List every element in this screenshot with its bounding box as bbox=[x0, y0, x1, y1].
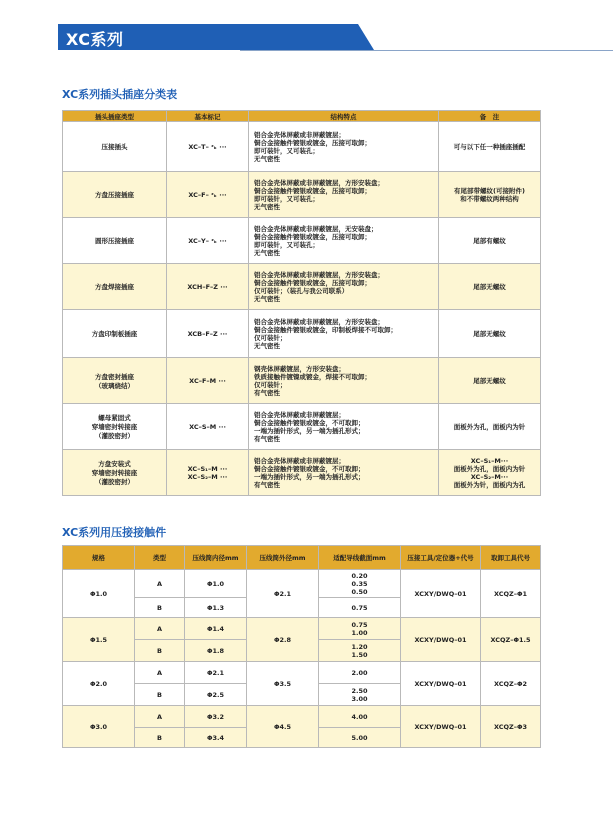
classification-row bbox=[63, 450, 541, 496]
header-inner: 压线筒内径mm bbox=[185, 546, 247, 570]
mark-cell: XCB–F–Z ··· bbox=[167, 310, 249, 358]
inner-diameter-cell: Φ3.2 bbox=[185, 706, 247, 728]
remark-cell: 面板外为孔，面板内为针 bbox=[439, 404, 541, 450]
remark-cell: 尾部无螺纹 bbox=[439, 310, 541, 358]
header-mark: 基本标记 bbox=[167, 111, 249, 122]
type-cell: 螺母紧固式 穿墙密封转接座 （灌胶密封） bbox=[63, 404, 167, 450]
kind-cell: A bbox=[135, 618, 185, 640]
classification-row bbox=[63, 264, 541, 310]
header-kind: 类型 bbox=[135, 546, 185, 570]
type-cell: 方盘印制板插座 bbox=[63, 310, 167, 358]
mark-cell: XC–S₁–M ··· XC–S₂–M ··· bbox=[167, 450, 249, 496]
header-type: 插头插座类型 bbox=[63, 111, 167, 122]
inner-diameter-cell: Φ1.4 bbox=[185, 618, 247, 640]
wire-section-cell: 0.20 0.35 0.50 bbox=[319, 570, 401, 598]
spec-cell: Φ1.5 bbox=[63, 618, 135, 662]
series-banner bbox=[58, 24, 374, 50]
remark-cell: XC–S₁–M··· 面板外为孔，面板内为针 XC–S₂–M··· 面板外为针，面板内为孔 bbox=[439, 450, 541, 496]
type-cell: 方盘密封插座 （玻璃烧结） bbox=[63, 358, 167, 404]
remark-cell: 尾部有螺纹 bbox=[439, 218, 541, 264]
mark-cell: XC–F–M ··· bbox=[167, 358, 249, 404]
wire-section-cell: 0.75 1.00 bbox=[319, 618, 401, 640]
crimp-tool-cell: XCXY/DWQ–01 bbox=[401, 570, 481, 618]
mark-cell: XC–F– ᶻₖ ··· bbox=[167, 172, 249, 218]
kind-cell: A bbox=[135, 570, 185, 598]
features-cell: 铝合金壳体屏蔽或非屏蔽镀层； 铜合金接触件镀银或镀金，压接可取卸； 即可装针，又可装孔； 无气密性 bbox=[249, 122, 439, 172]
removal-tool-cell: XCQZ–Φ1 bbox=[481, 570, 541, 618]
kind-cell: A bbox=[135, 662, 185, 684]
type-cell: 方盘安装式 穿墙密封转接座 （灌胶密封） bbox=[63, 450, 167, 496]
outer-diameter-cell: Φ3.5 bbox=[247, 662, 319, 706]
remark-cell: 尾部无螺纹 bbox=[439, 264, 541, 310]
classification-row bbox=[63, 172, 541, 218]
classification-title: XC系列插头插座分类表 bbox=[62, 88, 178, 101]
kind-cell: B bbox=[135, 728, 185, 748]
features-cell: 铝合金壳体屏蔽或非屏蔽镀层，方形安装盘； 铜合金接触件镀银或镀金，压接可取卸； 即可装针，又可装孔； 无气密性 bbox=[249, 172, 439, 218]
contacts-header-row bbox=[63, 546, 541, 570]
header-features: 结构特点 bbox=[249, 111, 439, 122]
contact-row bbox=[63, 618, 541, 640]
inner-diameter-cell: Φ1.0 bbox=[185, 570, 247, 598]
removal-tool-cell: XCQZ–Φ3 bbox=[481, 706, 541, 748]
kind-cell: A bbox=[135, 706, 185, 728]
wire-section-cell: 2.50 3.00 bbox=[319, 684, 401, 706]
crimp-tool-cell: XCXY/DWQ–01 bbox=[401, 706, 481, 748]
wire-section-cell: 5.00 bbox=[319, 728, 401, 748]
inner-diameter-cell: Φ2.5 bbox=[185, 684, 247, 706]
contact-row bbox=[63, 570, 541, 598]
header-removal: 取卸工具代号 bbox=[481, 546, 541, 570]
features-cell: 铝合金壳体屏蔽或非屏蔽镀层； 铜合金接触件镀银或镀金，不可取卸； 一端为插针形式，另一端为插孔形式； 有气密性 bbox=[249, 404, 439, 450]
features-cell: 钢壳体屏蔽镀层，方形安装盘； 铁质接触件镀镍或镀金，焊接不可取卸； 仅可装针； 有气密性 bbox=[249, 358, 439, 404]
header-spec: 规格 bbox=[63, 546, 135, 570]
spec-cell: Φ1.0 bbox=[63, 570, 135, 618]
kind-cell: B bbox=[135, 684, 185, 706]
kind-cell: B bbox=[135, 640, 185, 662]
inner-diameter-cell: Φ1.8 bbox=[185, 640, 247, 662]
classification-row bbox=[63, 310, 541, 358]
classification-row bbox=[63, 218, 541, 264]
outer-diameter-cell: Φ4.5 bbox=[247, 706, 319, 748]
classification-row bbox=[63, 404, 541, 450]
header-wire: 适配导线截面mm bbox=[319, 546, 401, 570]
header-outer: 压线筒外径mm bbox=[247, 546, 319, 570]
inner-diameter-cell: Φ2.1 bbox=[185, 662, 247, 684]
classification-row bbox=[63, 122, 541, 172]
wire-section-cell: 2.00 bbox=[319, 662, 401, 684]
mark-cell: XCH–F–Z ··· bbox=[167, 264, 249, 310]
outer-diameter-cell: Φ2.1 bbox=[247, 570, 319, 618]
kind-cell: B bbox=[135, 598, 185, 618]
remark-cell: 有尾部带螺纹(可接附件) 和不带螺纹两种结构 bbox=[439, 172, 541, 218]
type-cell: 圆形压接插座 bbox=[63, 218, 167, 264]
classification-header-row bbox=[63, 111, 541, 122]
features-cell: 铝合金壳体屏蔽或非屏蔽镀层，方形安装盘； 铜合金接触件镀银或镀金，印制板焊接不可取卸； 仅可装针； 无气密性 bbox=[249, 310, 439, 358]
crimp-tool-cell: XCXY/DWQ–01 bbox=[401, 618, 481, 662]
contacts-table bbox=[62, 545, 541, 748]
spec-cell: Φ3.0 bbox=[63, 706, 135, 748]
contact-row bbox=[63, 662, 541, 684]
remark-cell: 可与以下任一种插座插配 bbox=[439, 122, 541, 172]
type-cell: 方盘压接插座 bbox=[63, 172, 167, 218]
inner-diameter-cell: Φ1.3 bbox=[185, 598, 247, 618]
inner-diameter-cell: Φ3.4 bbox=[185, 728, 247, 748]
contacts-title: XC系列用压接接触件 bbox=[62, 526, 167, 539]
header-rule bbox=[240, 50, 613, 51]
header-remark: 备 注 bbox=[439, 111, 541, 122]
wire-section-cell: 4.00 bbox=[319, 706, 401, 728]
outer-diameter-cell: Φ2.8 bbox=[247, 618, 319, 662]
removal-tool-cell: XCQZ–Φ1.5 bbox=[481, 618, 541, 662]
spec-cell: Φ2.0 bbox=[63, 662, 135, 706]
wire-section-cell: 0.75 bbox=[319, 598, 401, 618]
mark-cell: XC–S–M ··· bbox=[167, 404, 249, 450]
header-tool: 压接工具/定位器+代号 bbox=[401, 546, 481, 570]
classification-table bbox=[62, 110, 541, 496]
contact-row bbox=[63, 706, 541, 728]
wire-section-cell: 1.20 1.50 bbox=[319, 640, 401, 662]
mark-cell: XC–T– ᶻₖ ··· bbox=[167, 122, 249, 172]
remark-cell: 尾部无螺纹 bbox=[439, 358, 541, 404]
removal-tool-cell: XCQZ–Φ2 bbox=[481, 662, 541, 706]
mark-cell: XC–Y– ᶻₖ ··· bbox=[167, 218, 249, 264]
crimp-tool-cell: XCXY/DWQ–01 bbox=[401, 662, 481, 706]
classification-row bbox=[63, 358, 541, 404]
banner-title: XC系列 bbox=[66, 30, 124, 49]
features-cell: 铝合金壳体屏蔽或非屏蔽镀层，无安装盘； 铜合金接触件镀银或镀金，压接可取卸； 即可装针，又可装孔； 无气密性 bbox=[249, 218, 439, 264]
features-cell: 铝合金壳体屏蔽或非屏蔽镀层，方形安装盘； 铜合金接触件镀银或镀金，压接可取卸； 仅可装针；（装孔与我公司联系） 无气密性 bbox=[249, 264, 439, 310]
features-cell: 铝合金壳体屏蔽或非屏蔽镀层； 铜合金接触件镀银或镀金，不可取卸； 一端为插针形式，另一端为插孔形式； 有气密性 bbox=[249, 450, 439, 496]
type-cell: 方盘焊接插座 bbox=[63, 264, 167, 310]
type-cell: 压接插头 bbox=[63, 122, 167, 172]
